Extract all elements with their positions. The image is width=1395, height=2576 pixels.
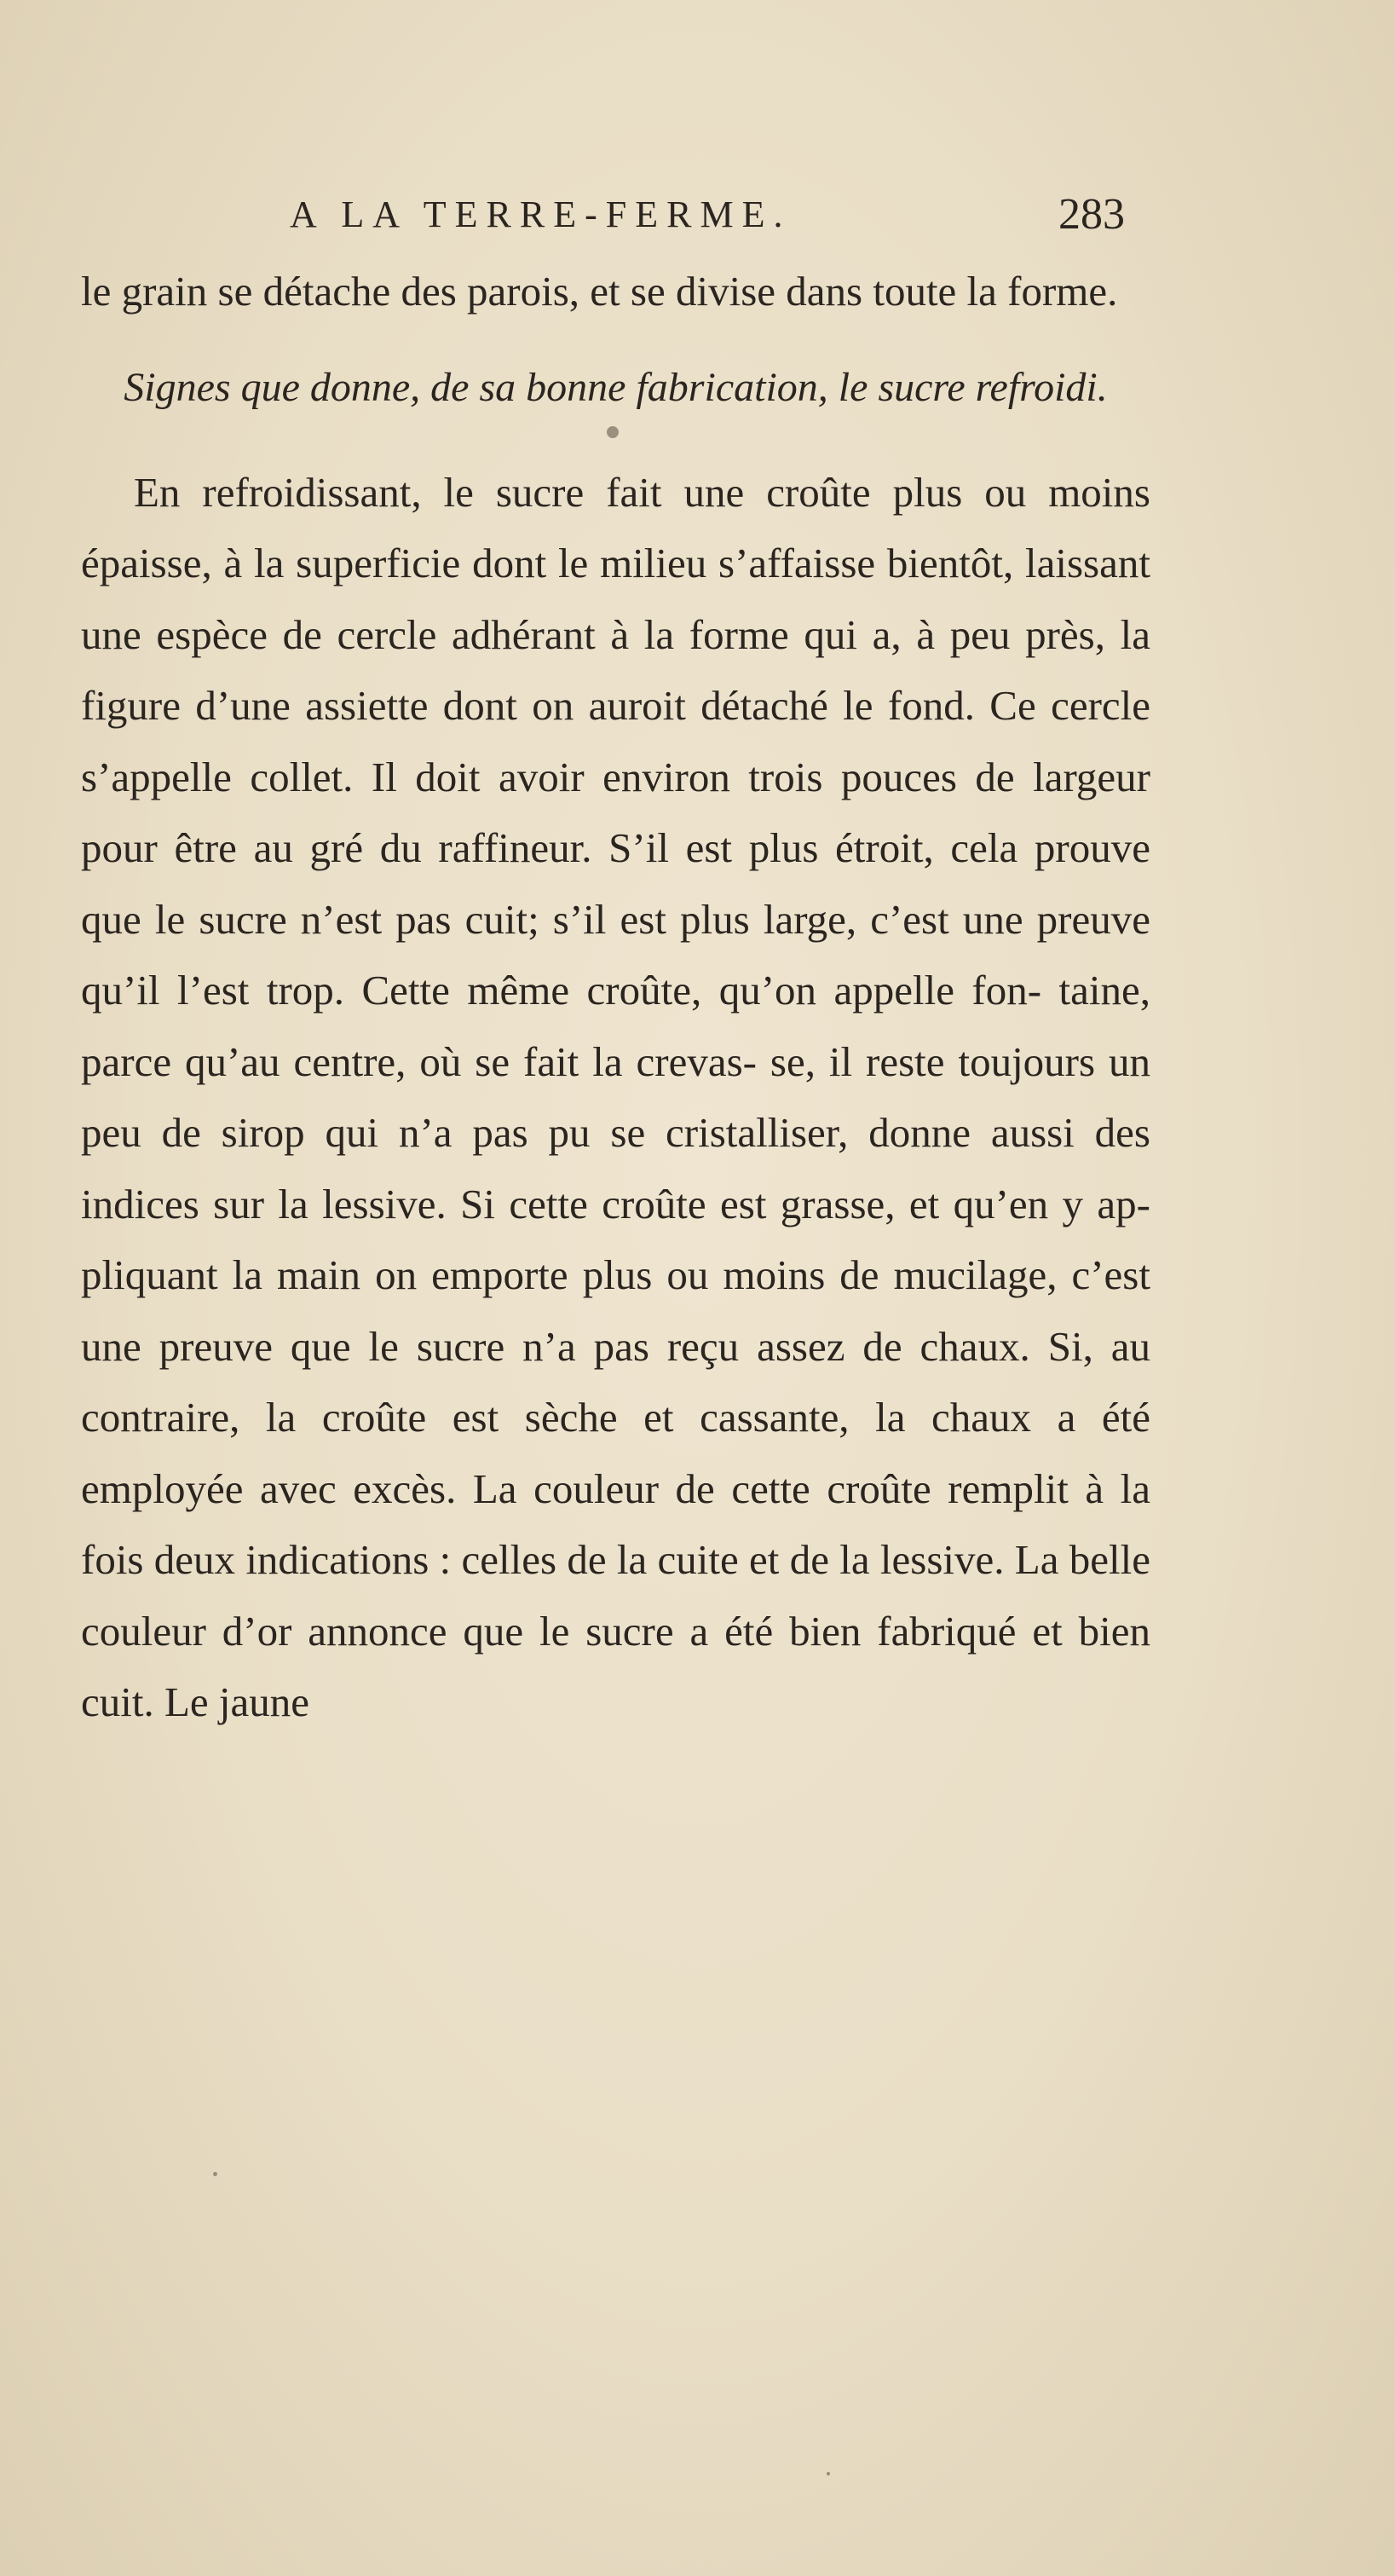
page-number: 283 [1058, 190, 1125, 239]
page-header [290, 190, 1142, 252]
ink-speck [827, 2472, 830, 2475]
running-head: A LA TERRE-FERME. [290, 193, 792, 235]
ink-speck [607, 426, 619, 438]
page-body [81, 256, 1150, 1738]
body-paragraph: En refroidissant, le sucre fait une croûte plus ou moins épaisse, à la superficie dont le milieu s’affaisse bientôt, laissant une espèce de cercle adhérant à la forme qui a, à peu près, la figure d’une assiette dont on auroit détaché le fond. Ce cercle s’appelle collet. Il doit avoir environ trois pouces de largeur pour être au gré du raffineur. S’il est plus étroit, cela prouve que le sucre n’est pas cuit; s’il est plus large, c’est une preuve qu’il l’est trop. Cette même croûte, qu’on appelle fon- taine, parce qu’au centre, où se fait la crevas- se, il reste toujours un peu de sirop qui n’a pas pu se cristalliser, donne aussi des indices sur la lessive. Si cette croûte est grasse, et qu’en y ap- pliquant la main on emporte plus ou moins de mucilage, c’est une preuve que le sucre n’a pas reçu assez de chaux. Si, au contraire, la croûte est sèche et cassante, la chaux a été employée avec excès. La couleur de cette croûte remplit à la fois deux indications : celles de la cuite et de la lessive. La belle couleur d’or annonce que le sucre a été bien fabriqué et bien cuit. Le jaune [81, 468, 1150, 1725]
section-heading: Signes que donne, de sa bonne fabrication, le sucre refroidi. [124, 364, 1108, 410]
continuation-text: le grain se détache des parois, et se divise dans toute la forme. [81, 268, 1118, 315]
ink-speck [213, 2172, 217, 2176]
